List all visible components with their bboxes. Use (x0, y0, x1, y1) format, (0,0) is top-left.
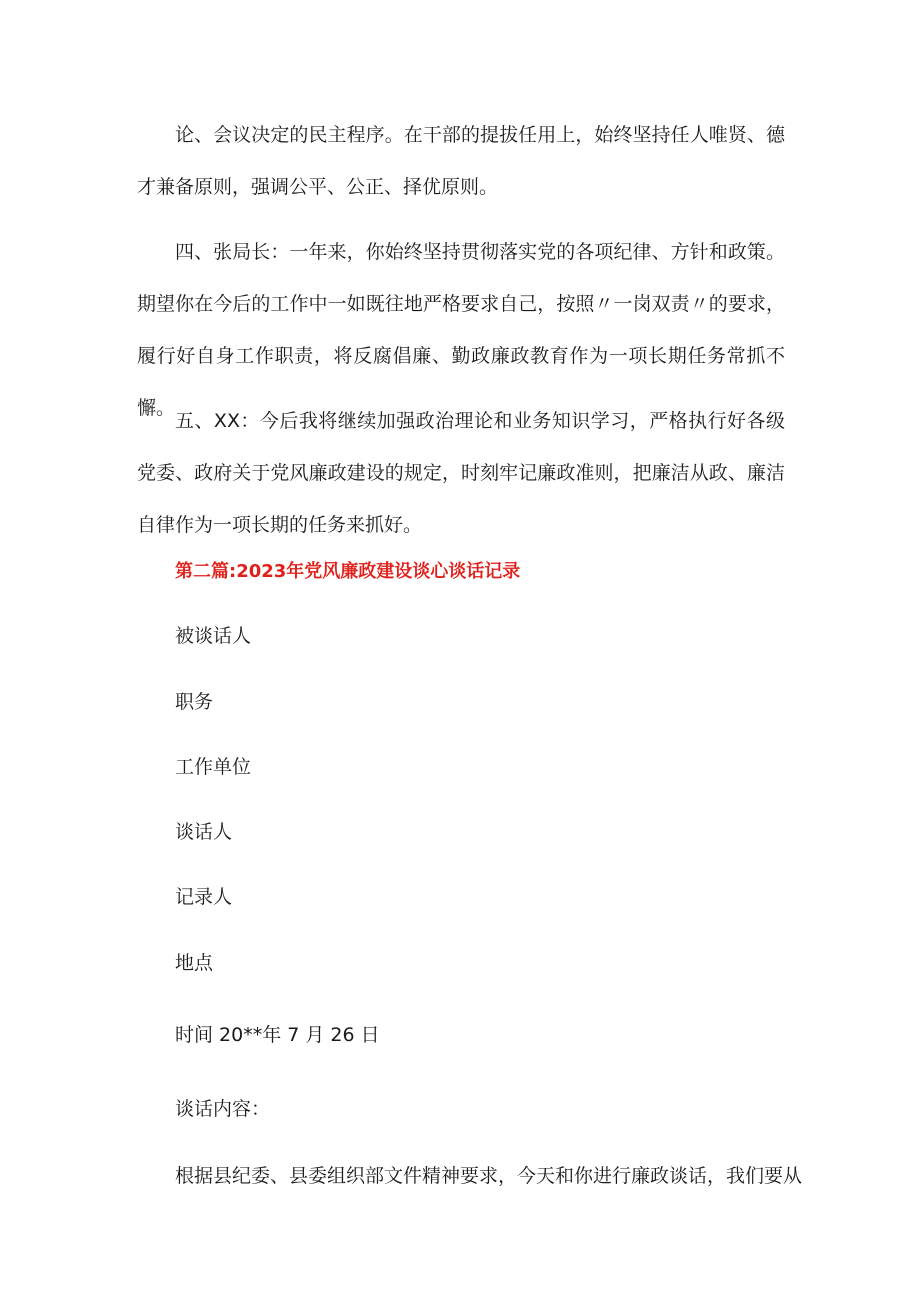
field-time: 时间 20**年 7 月 26 日 (175, 1024, 380, 1046)
field-location: 地点 (175, 952, 214, 974)
field-interviewer: 谈话人 (175, 821, 233, 843)
content-start: 根据县纪委、县委组织部文件精神要求，今天和你进行廉政谈话，我们要从 (175, 1165, 803, 1187)
field-interviewee: 被谈话人 (175, 625, 252, 647)
paragraph-democratic-procedure: 论、会议决定的民主程序。在干部的提拔任用上，始终坚持任人唯贤、德才兼备原则，强调公平、公正、择优原则。 (137, 124, 785, 198)
field-work-unit: 工作单位 (175, 756, 252, 778)
field-position: 职务 (175, 691, 214, 713)
field-recorder: 记录人 (175, 886, 233, 908)
paragraph-xx-statement: 五、XX：今后我将继续加强政治理论和业务知识学习，严格执行好各级党委、政府关于党风廉政建设的规定，时刻牢记廉政准则，把廉洁从政、廉洁自律作为一项长期的任务来抓好。 (137, 410, 785, 536)
paragraph-director-zhang: 四、张局长：一年来，你始终坚持贯彻落实党的各项纪律、方针和政策。期望你在今后的工作中一如既往地严格要求自己，按照〃一岗双责〃的要求，履行好自身工作职责，将反腐倡廉、勤政廉政教育作为一项长期任务常抓不懈。 (137, 241, 785, 419)
content-label: 谈话内容： (175, 1098, 271, 1120)
section-heading: 第二篇:2023年党风廉政建设谈心谈话记录 (175, 561, 521, 582)
